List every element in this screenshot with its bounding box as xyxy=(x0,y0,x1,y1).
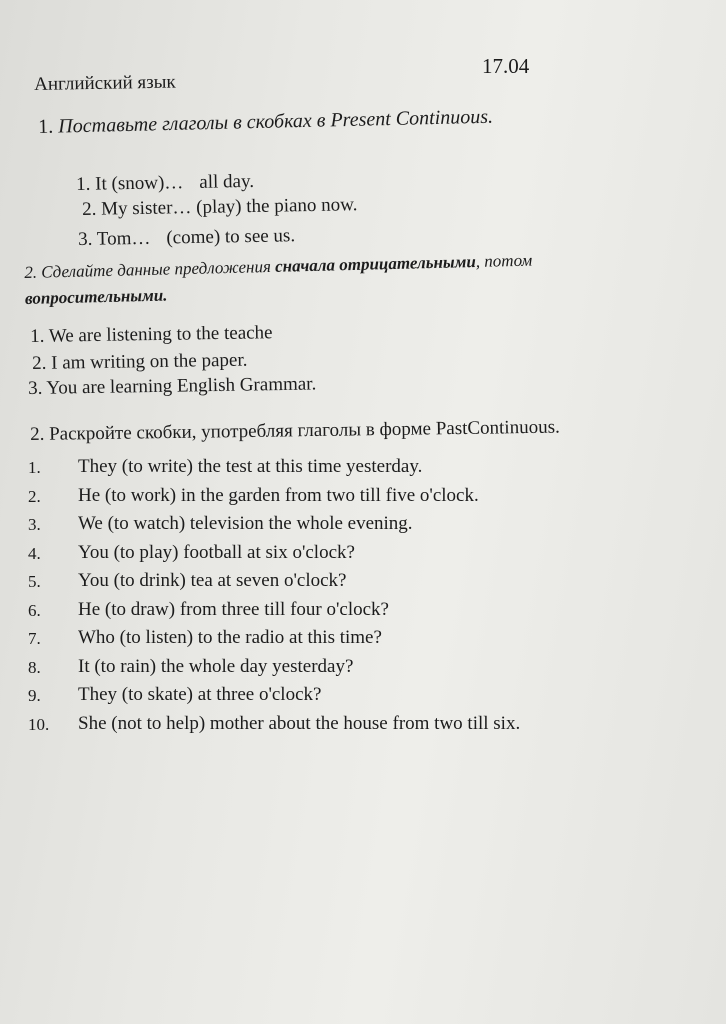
task3-item xyxy=(28,656,668,685)
task2-item: 2. I am writing on the paper. xyxy=(32,349,248,374)
task3-item xyxy=(28,599,668,628)
task3-item-text: They (to write) the test at this time yesterday. xyxy=(78,456,423,477)
task1-item xyxy=(76,171,254,196)
task3-item-number: 7. xyxy=(28,629,41,648)
task3-title: 2. Раскройте скобки, употребляя глаголы в форме PastContinuous. xyxy=(30,416,560,445)
task3-item-number: 8. xyxy=(28,657,41,677)
task3-item xyxy=(28,456,668,485)
task3-item-number: 2. xyxy=(28,486,41,506)
subject-heading: Английский язык xyxy=(34,71,176,95)
task3-item xyxy=(28,627,668,656)
task2-item: 3. You are learning English Grammar. xyxy=(28,373,317,399)
task3-item-number: 9. xyxy=(28,686,41,705)
task1-item-text: 2. My sister… (play) the piano now. xyxy=(82,194,358,220)
task1-item-text-end: all day. xyxy=(199,170,255,193)
task1-item-text: 3. Tom… xyxy=(78,227,151,250)
task1-item xyxy=(78,225,295,251)
task2-item: 1. We are listening to the teache xyxy=(30,322,273,347)
task3-item xyxy=(28,513,668,542)
task3-item xyxy=(28,684,668,713)
task2-title-line2: вопросительными. xyxy=(24,285,168,308)
task3-item-text: It (to rain) the whole day yesterday? xyxy=(78,655,354,677)
task2-title-bold: сначала отрицательными xyxy=(274,251,477,276)
task3-item-text: We (to watch) television the whole evening. xyxy=(78,513,413,534)
task3-item xyxy=(28,713,668,742)
task2-title-start: 2. Сделайте данные предложения xyxy=(24,256,272,282)
task3-list xyxy=(28,456,668,741)
date-label: 17.04 xyxy=(482,54,530,78)
task3-item-text: You (to drink) tea at seven o'clock? xyxy=(78,570,347,591)
task3-item-text: He (to draw) from three till four o'clock? xyxy=(78,598,389,620)
task1-number: 1. xyxy=(38,115,54,138)
task3-item-text: He (to work) in the garden from two till five o'clock. xyxy=(78,484,479,506)
task3-item xyxy=(28,542,668,571)
task3-item xyxy=(28,485,668,514)
task1-item-text-end: (come) to see us. xyxy=(166,225,296,249)
task1-item-text: 1. It (snow)… xyxy=(76,172,184,195)
task3-item-text: She (not to help) mother about the house from two till six. xyxy=(78,712,521,734)
task1-item xyxy=(82,194,358,221)
task3-item-number: 10. xyxy=(28,714,50,734)
task1-title xyxy=(38,106,493,139)
task3-item-number: 4. xyxy=(28,543,41,563)
task1-instruction: Поставьте глаголы в скобках в Present Continuous. xyxy=(57,105,494,138)
task3-item-text: They (to skate) at three o'clock? xyxy=(78,684,322,705)
task3-item-number: 1. xyxy=(28,458,41,477)
task3-item-number: 6. xyxy=(28,600,41,620)
task3-item-text: Who (to listen) to the radio at this time? xyxy=(78,627,382,648)
task3-item-text: You (to play) football at six o'clock? xyxy=(78,541,355,563)
task3-item-number: 3. xyxy=(28,515,41,534)
task2-title xyxy=(24,248,533,312)
task2-title-end: , потом xyxy=(475,250,533,271)
task3-item xyxy=(28,570,668,599)
task3-item-number: 5. xyxy=(28,572,41,591)
